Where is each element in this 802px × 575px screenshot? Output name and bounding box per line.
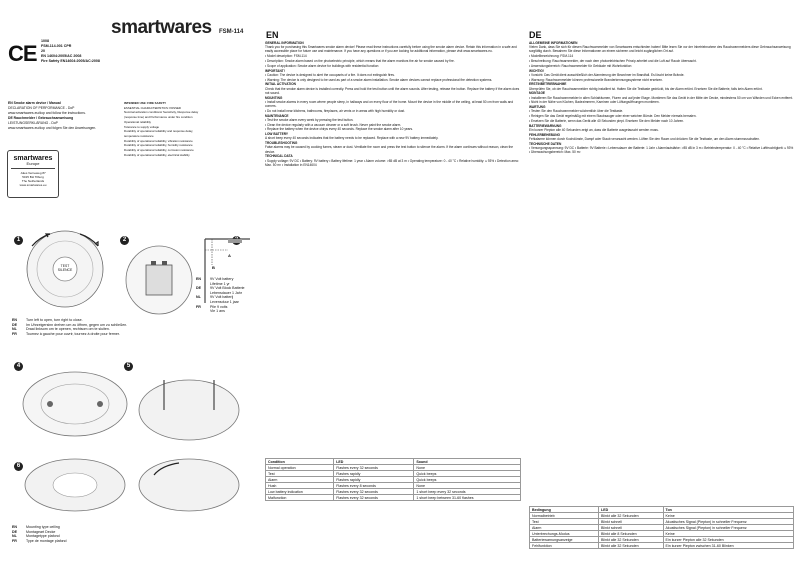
table-cell: Blinkt alle 32 Sekunden (599, 513, 663, 519)
ce-line: 1008 (41, 39, 49, 43)
table-cell: Akustisches Signal (Piepton) in schneller Frequenz (663, 519, 793, 525)
instruction-text: Ein kurzer Piepton alle 40 Sekunden zeigt an, dass die Batterie ausgetauscht werden muss. (529, 127, 659, 132)
ce-line: Fire Safety EN14604:2005/AC:2008 (41, 59, 100, 63)
instruction-text: • Installieren Sie Rauchwarnmelder in allen Schlafräumen, Fluren und auf jeder Etage. Montieren Sie das Gerät in der Mitte der Decke, mindestens 50 cm von Wänden und Ecken entfernt. (529, 95, 794, 100)
instruction-text: • Vorsicht: Das Gerät dient ausschließlich der Alarmierung der Bewohner im Brandfall. Es löscht keine Brände. (529, 72, 685, 77)
brand-logo: smartwares (111, 17, 212, 38)
instruction-heading: MAINTENANCE (265, 113, 289, 118)
declaration-title-en: EN Smoke alarm device / Manual (8, 101, 61, 105)
table-cell: Hush (266, 483, 334, 489)
instruction-paragraph (529, 119, 794, 123)
test-silence-label: TEST SILENCE (57, 264, 73, 272)
legend-text: 9V Volt Block Batterie (210, 286, 245, 291)
battery-compartment-diagram (124, 240, 194, 320)
conformity-block (124, 101, 244, 157)
instruction-paragraph (265, 64, 521, 68)
legend-text: Tournez à gauche pour ouvrir, tournez à droite pour fermer. (26, 331, 120, 336)
instruction-paragraph (265, 96, 521, 109)
instruction-paragraph (265, 141, 521, 154)
instruction-heading: BATTERIEWARNUNG (529, 123, 562, 128)
ce-mark: CE (8, 41, 37, 66)
instruction-text: • Install smoke alarms in every room where people sleep, in hallways and on every floor of the home. Mount the device in the middle of the ceiling, at least 50 cm from walls and corners. (265, 99, 514, 108)
instruction-paragraph (529, 78, 794, 82)
instruction-text: • Scope of application: Smoke alarm device for buildings with residential function (265, 63, 379, 68)
legend-lang: DE (12, 322, 17, 327)
conformity-line: Tolerance to supply voltage (124, 124, 160, 129)
instruction-text: Fehlalarme können durch Kochdünste, Dampf oder Staub verursacht werden. Lüften Sie den Raum und drücken Sie die Testtaste, um den Alarm stummzuschalten. (529, 136, 760, 141)
legend-lang: EN (12, 318, 17, 322)
address-line: The Netherlands (21, 179, 45, 183)
instruction-text: False alarms may be caused by cooking fumes, steam or dust. Ventilate the room and press the test button to silence the alarm. If the alarm continues without reason, clean the device. (265, 145, 514, 154)
table-header-cell: LED (599, 507, 663, 513)
instruction-text: • Replace the battery when the device chirps every 40 seconds. Replace the smoke alarm after 10 years. (265, 127, 413, 132)
instruction-text: Überprüfen Sie, ob der Rauchwarnmelder richtig installiert ist. Halten Sie die Testtaste gedrückt, bis der Alarm ertönt. Ersetzen Sie die Batterie, falls kein Alarm ertönt. (529, 86, 763, 91)
company-brand: smartwares (13, 155, 53, 162)
figure-badge-1: 1 (14, 236, 23, 245)
instruction-paragraph (265, 54, 521, 58)
instruction-paragraph (265, 109, 521, 113)
instruction-paragraph (265, 132, 521, 140)
instruction-text: Thank you for purchasing this Smartwares smoke alarm device! Please read these instructions carefully before using the smoke alarm device. Retain this information in a safe and easily accessible place for future use and maintenance. If you have any questions or if you are looking for additional information, please visit www.smartwares.eu. (265, 45, 517, 54)
instruction-heading: TECHNISCHE DATEN (529, 141, 562, 146)
instruction-paragraph (529, 105, 794, 113)
table-header-cell: Condition (266, 459, 334, 465)
instruction-text: • Testen Sie den Rauchwarnmelder wöchentlich über die Testtaste. (529, 109, 624, 114)
instruction-paragraph (265, 154, 521, 167)
legend-lang: EN (196, 277, 201, 281)
table-cell: Alarm (530, 525, 599, 531)
table-cell: Malfunction (266, 495, 334, 501)
conformity-line: Durability of operational reliability, humidity resistance (124, 143, 193, 148)
en-status-table (265, 458, 521, 501)
declaration-line: www.smartwares.eu/dop und folgen Sie den Anweisungen. (8, 126, 97, 130)
instruction-text: • Warning: The device is only designed to be used as part of a smoke alarm installation. Smoke alarm devices cannot replace professional fire detection systems. (265, 77, 493, 82)
instruction-paragraph (265, 69, 521, 77)
declaration-line: LEISTUNGSERKLÄRUNG - DoP (8, 121, 58, 125)
mounting-plate-diagram (20, 366, 130, 452)
legend-text: Lebensdauer 1 Jahr (210, 290, 242, 295)
instruction-heading: WICHTIG! (529, 68, 544, 73)
table-cell: Fehlfunktion (530, 543, 599, 549)
instruction-text: • Versorgungsspannung: 9V DC • Batterie: 9V Batterie • Lebensdauer der Batterie: 1 Jahr • Alarmlautstärke: >85 dB in 3 m • Betriebstemperatur: 0 - 40 °C • Relative Luftfeuchtigkeit: ≤ 93% • Überwachungsbereich: Max. 50 m² (529, 145, 794, 155)
table-cell: Test (266, 471, 334, 477)
instruction-paragraph (265, 114, 521, 122)
instruction-text: • Anwendungsbereich: Rauchwarnmelder für Gebäude mit Wohnfunktion (529, 63, 632, 68)
legend-lang: DE (196, 286, 201, 291)
ce-details (41, 39, 100, 64)
instruction-text: • Description: Smoke alarm based on the photoelectric principle, which means that the alarm monitors the air for smoke caused by fire. (265, 59, 455, 63)
table-cell: Blinkt schnell (599, 525, 663, 531)
instruction-paragraph (529, 133, 794, 141)
table-header-cell: LED (334, 459, 414, 465)
mark-b: B (212, 265, 215, 270)
conformity-line: temperature resistance (124, 133, 154, 138)
instruction-text: • Supply voltage: 9V DC • Battery: 9V battery • Battery lifetime: 1 year • Alarm volume: >85 dB at 3 m • Operating temperature: 0 - 40 °C • Relative humidity: ≤ 93% • Detection area: Max. 50 m² • Installation in EN14604 (265, 158, 519, 167)
table-row (266, 495, 521, 501)
instruction-paragraph (265, 78, 521, 82)
instruction-heading: TECHNICAL DATA (265, 154, 293, 159)
instruction-heading: INITIAL ACTIVATION (265, 82, 296, 87)
conformity-line: Operational reliability (124, 119, 151, 124)
instruction-text: Check that the smoke alarm device is installed correctly. Press and hold the test button until the alarm sounds. After testing, release the button. Replace the battery if the alarm does not sound. (265, 86, 520, 95)
instruction-paragraph (529, 142, 794, 155)
figure-badge-2: 2 (120, 236, 129, 245)
table-cell: Blinkt schnell (599, 519, 663, 525)
instruction-heading: GENERAL INFORMATION (265, 41, 304, 45)
legend-text: Draai linksom om te openen, rechtsom om te sluiten. (26, 327, 110, 332)
figure-badge-5: 5 (124, 362, 133, 371)
figure3-legend (12, 525, 132, 543)
table-cell: Unterbrechungs-Modus (530, 531, 599, 537)
instruction-paragraph (265, 41, 521, 54)
instruction-paragraph (529, 64, 794, 68)
instruction-paragraph (529, 69, 794, 77)
table-header-cell: Bedingung (530, 507, 599, 513)
instruction-paragraph (265, 82, 521, 95)
instruction-text: • Warnung: Rauchwarnmelder können professionelle Branderkennungssysteme nicht ersetzen. (529, 77, 663, 82)
legend-lang: FR (12, 331, 17, 336)
section-heading-de: DE (529, 30, 542, 40)
instruction-text: • Reinigen Sie das Gerät regelmäßig mit einem Staubsauger oder einer weichen Bürste. Den Melder niemals bemalen. (529, 114, 697, 119)
legend-text: Type de montage plafond (26, 538, 67, 543)
legend-text: Im Uhrzeigersinn drehen um zu öffnen, gegen um zu schließen. (26, 322, 128, 327)
screw-mounting-diagram (134, 370, 244, 450)
instruction-paragraph (529, 54, 794, 58)
figure1-legend (12, 318, 132, 336)
legend-text: Turn left to open, turn right to close. (26, 318, 83, 322)
instruction-text: • Ersetzen Sie die Batterie, wenn das Gerät alle 40 Sekunden piept. Ersetzen Sie den Melder nach 10 Jahren. (529, 118, 685, 123)
declaration-title-de: DE Rauchmelder / Gebrauchsanweisung (8, 116, 74, 120)
legend-text: 9V Volt batterij (210, 295, 234, 300)
table-cell: Akustisches Signal (Piepton) in schneller Frequenz (663, 525, 793, 531)
legend-lang: FR (196, 304, 201, 309)
legend-lang: FR (12, 538, 17, 543)
instruction-heading: IMPORTANT! (265, 68, 285, 73)
table-cell: Keine (663, 513, 793, 519)
address-line: Jules Verneweg 87 (20, 171, 46, 175)
instruction-heading: WARTUNG (529, 105, 546, 110)
table-cell: None (414, 465, 521, 471)
declaration-block (8, 101, 116, 131)
section-heading-en: EN (266, 30, 279, 40)
table-cell: Alarm (266, 477, 334, 483)
address-line: 5015 BH Tilburg (22, 175, 44, 179)
conformity-line: ESSENTIAL CHARACTERISTICS: PASSED (124, 105, 182, 110)
legend-text: Levensduur 1 jaar (210, 299, 239, 304)
company-address-box (7, 150, 59, 198)
instruction-text: • Beschreibung: Rauchwarnmelder, der nach dem photoelektrischen Prinzip arbeitet und die Luft auf Rauch überwacht. (529, 59, 697, 63)
table-cell: None (414, 483, 521, 489)
legend-lang: NL (12, 534, 17, 539)
instruction-heading: FEHLERBEHEBUNG (529, 132, 560, 137)
instruction-paragraph (265, 59, 521, 63)
table-header-cell: Ton (663, 507, 793, 513)
legend-row (196, 309, 256, 314)
instruction-paragraph (529, 59, 794, 63)
instruction-paragraph (529, 100, 794, 104)
legend-text: Mounting type ceiling (26, 525, 60, 529)
instruction-text: • Do not install near kitchens, bathrooms, fireplaces, air vents or in areas with high humidity or dust. (265, 108, 406, 113)
table-cell: Ein kurzer Piepton zwischen 31-60 Blinken (663, 543, 793, 549)
attach-alarm-diagram (20, 455, 130, 523)
conformity-line: Durability of operational reliability, electrical stability (124, 152, 190, 157)
ce-line: FSM-114-001 CPR (41, 44, 72, 48)
instruction-heading: MONTAGE (529, 91, 546, 96)
table-cell: Flashes rapidly (334, 477, 414, 483)
de-status-table (529, 506, 794, 549)
instruction-heading: TROUBLESHOOTING (265, 141, 298, 146)
instruction-paragraph (529, 114, 794, 118)
instruction-heading: MOUNTING (265, 95, 283, 100)
table-cell: 1 short beep between 31-60 flashes (414, 495, 521, 501)
legend-lang: NL (196, 295, 201, 300)
conformity-line: Durability of operational reliability, vibration resistance (124, 138, 193, 143)
legend-text: 9V Volt battery (210, 277, 234, 281)
table-cell: Flashes every 8 seconds (334, 483, 414, 489)
instruction-text: • Test the smoke alarm every week by pressing the test button. (265, 117, 354, 122)
table-cell: Flashes every 32 seconds (334, 495, 414, 501)
legend-row (12, 539, 132, 544)
instruction-heading: ERSTINBETRIEBNAHME (529, 82, 567, 87)
instruction-paragraph (529, 41, 794, 54)
table-cell: Ein kurzer Piepton alle 32 Sekunden (663, 537, 793, 543)
instruction-text: • Clean the device regularly with a vacuum cleaner or a soft brush. Never paint the smoke alarm. (265, 122, 402, 127)
en-instructions-column (265, 41, 521, 454)
instruction-paragraph (265, 123, 521, 127)
instruction-heading: ALLGEMEINE INFORMATIONEN (529, 41, 578, 45)
instruction-text: Vielen Dank, dass Sie sich für diesen Rauchwarnmelder von Smartwares entschieden haben! Bitte lesen Sie vor der Inbetriebnahme des Rauchwarnmelders diese Gebrauchsanweisung sorgfältig durch. Bewahren Sie diese Informationen an einem sicheren und leicht zugänglichen Ort auf. (529, 45, 791, 54)
instruction-text: • Modellbezeichnung: FSM-114 (529, 54, 574, 59)
conformity-line: Durability of operational reliability, corrosion resistance (124, 148, 194, 153)
table-cell: 1 short beep every 32 seconds (414, 489, 521, 495)
legend-row (12, 332, 132, 337)
legend-text: Montageart Decke (26, 529, 56, 534)
legend-lang: DE (12, 529, 17, 534)
table-cell: Test (530, 519, 599, 525)
table-cell: Low battery indication (266, 489, 334, 495)
model-number: FSM-114 (219, 29, 244, 35)
instruction-text: A short beep every 40 seconds indicates that the battery needs to be replaced. Replace with a new 9V battery immediately. (265, 136, 439, 141)
instruction-paragraph (265, 127, 521, 131)
instruction-paragraph (529, 91, 794, 99)
table-cell: Batteriewarnungsanzeige (530, 537, 599, 543)
company-url: www.smartwares.eu (19, 183, 47, 187)
figure-badge-6: 6 (14, 462, 23, 471)
table-cell: Blinkt alle 32 Sekunden (599, 543, 663, 549)
mark-a: A (228, 253, 231, 258)
company-region: Europe (26, 161, 40, 166)
ceiling-mount-diagram (200, 235, 255, 307)
table-cell: Blinkt alle 8 Sekunden (599, 531, 663, 537)
legend-lang: NL (12, 327, 17, 332)
table-row (530, 543, 794, 549)
table-cell: Quick beeps (414, 477, 521, 483)
table-cell: Flashes every 32 seconds (334, 465, 414, 471)
table-cell: Normal operation (266, 465, 334, 471)
table-cell: Normalbetrieb (530, 513, 599, 519)
table-cell: Quick beeps (414, 471, 521, 477)
conformity-line: Nominal activation conditions/ Sensitivity, Response delay (124, 110, 199, 115)
legend-text: Montagetype plafond (26, 534, 60, 539)
declaration-line: www.smartwares.eu/dop and follow the instructions. (8, 111, 86, 115)
instruction-text: • Model description: FSM-114 (265, 54, 307, 59)
table-cell: Flashes rapidly (334, 471, 414, 477)
instruction-text: • Caution: The device is designed to alert the occupants of a fire. It does not extinguish fires. (265, 72, 395, 77)
declaration-line: DECLARATION OF PERFORMANCE - DoP (8, 106, 75, 110)
conformity-line: Durability of operational reliability and response delay, (124, 129, 194, 134)
legend-text: Vie 1 ans (210, 309, 225, 314)
ce-line: EN 14604:2005/AC 2008 (41, 54, 82, 58)
instruction-paragraph (529, 124, 794, 132)
figure-badge-4: 4 (14, 362, 23, 371)
legend-text: Pile 9 volts (210, 304, 228, 309)
instruction-paragraph (529, 82, 794, 90)
twist-lock-diagram (134, 455, 244, 523)
table-cell: Flashes every 32 seconds (334, 489, 414, 495)
table-cell: Keine (663, 531, 793, 537)
table-cell: Blinkt alle 32 Sekunden (599, 537, 663, 543)
ce-line: 20 (41, 49, 45, 53)
conformity-title: INTENDED USE: FIRE SAFETY (124, 101, 167, 105)
legend-text: Lifetime 1 yr (210, 281, 230, 286)
conformity-line: (response time) and Performance under fire condition (124, 115, 193, 120)
de-instructions-column (529, 41, 794, 504)
table-header-cell: Sound (414, 459, 521, 465)
legend-lang: EN (12, 525, 17, 529)
instruction-text: • Nicht in der Nähe von Küchen, Badezimmern, Kaminen oder Lüftungsöffnungen montieren. (529, 100, 660, 105)
instruction-heading: LOW BATTERY (265, 132, 289, 137)
